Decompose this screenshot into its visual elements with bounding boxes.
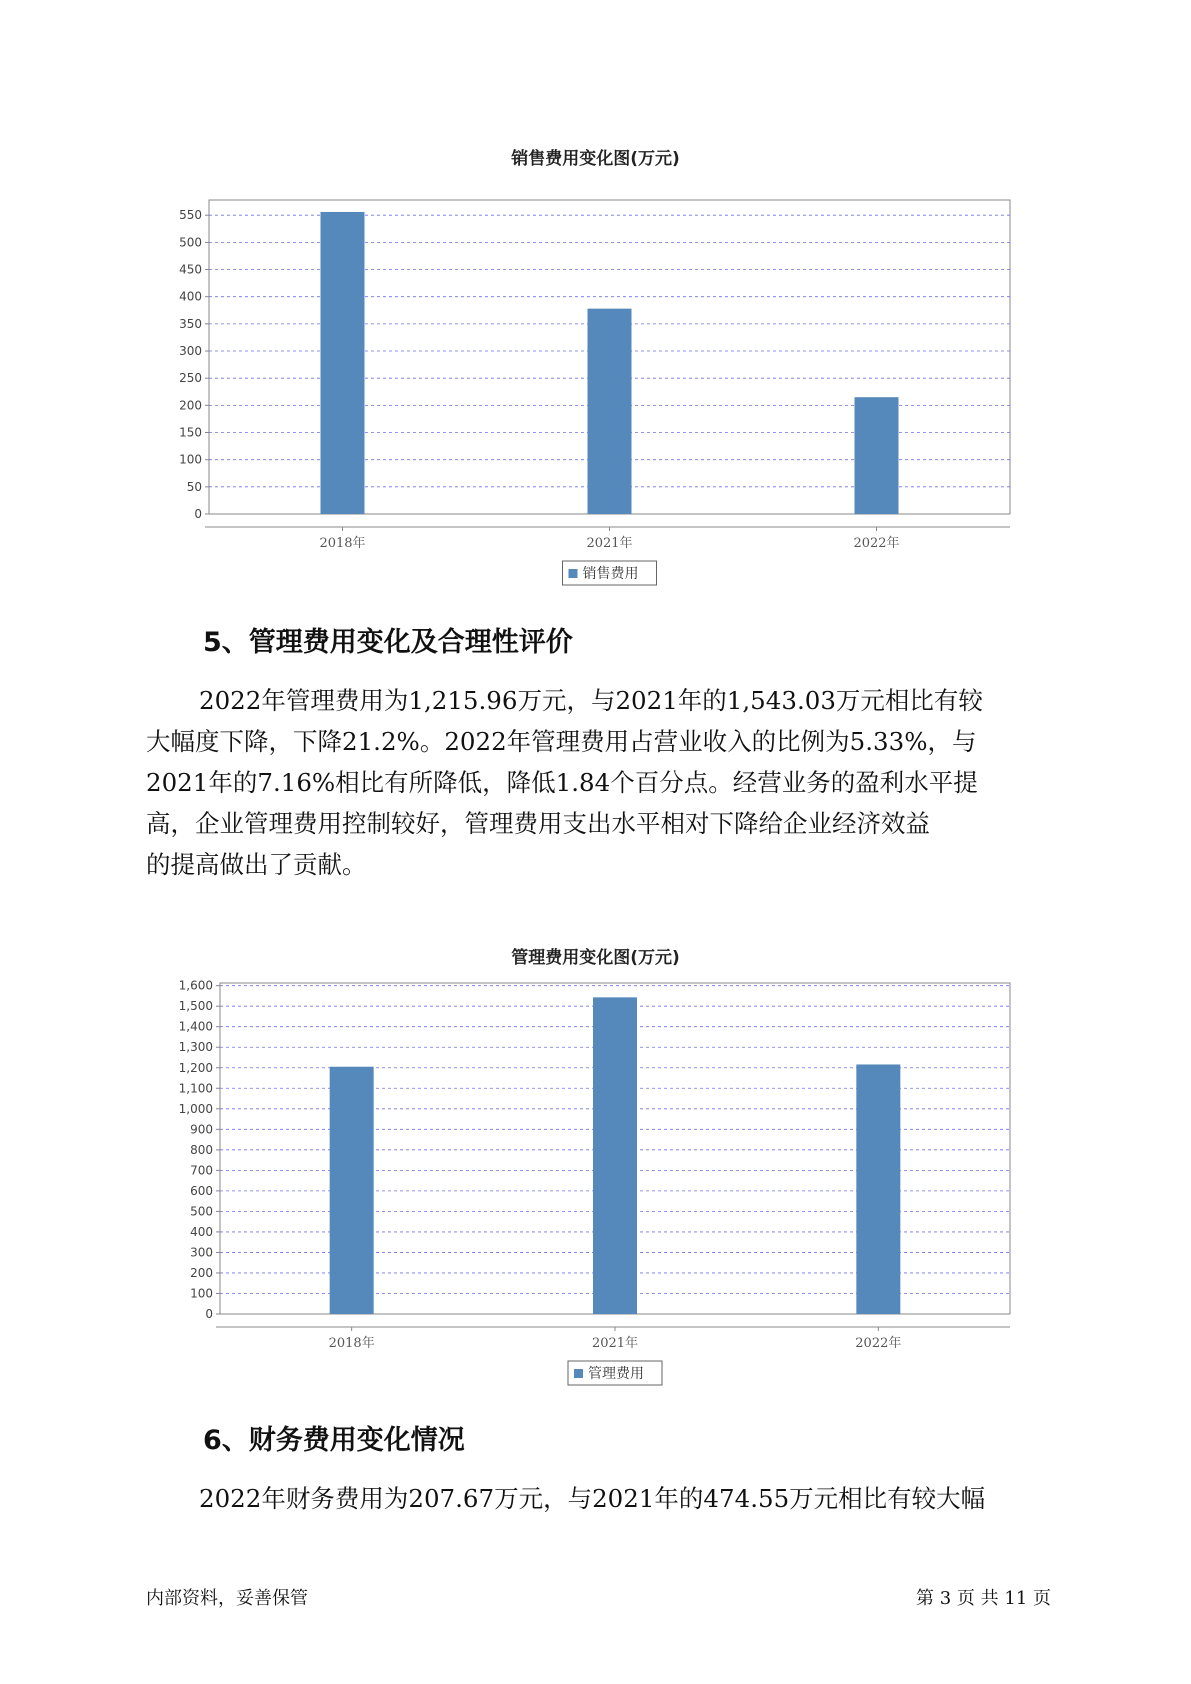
bar (856, 1064, 900, 1314)
bar (855, 397, 899, 514)
section6-heading: 6、财务费用变化情况 (203, 1425, 465, 1456)
y-tick-label: 1,600 (178, 978, 213, 993)
paragraph-line: 大幅度下降，下降21.2%。2022年管理费用占营业收入的比例为5.33%，与 (146, 727, 977, 756)
y-tick-label: 1,400 (178, 1019, 213, 1034)
y-tick-label: 550 (179, 208, 202, 223)
bar (330, 1067, 374, 1314)
y-tick-label: 250 (179, 371, 202, 386)
paragraph-line: 的提高做出了贡献。 (146, 850, 367, 879)
y-tick-label: 500 (190, 1204, 213, 1219)
y-tick-label: 0 (194, 507, 202, 521)
y-tick-label: 450 (179, 262, 202, 277)
legend-label: 管理费用 (588, 1366, 644, 1382)
x-tick-label: 2022年 (853, 536, 900, 551)
legend-swatch (569, 569, 578, 578)
legend-label: 销售费用 (582, 566, 639, 582)
bar (593, 997, 637, 1314)
bar (321, 212, 365, 514)
chart1-title: 销售费用变化图(万元) (511, 149, 680, 169)
y-tick-label: 0 (205, 1307, 213, 1321)
y-tick-label: 400 (179, 289, 202, 304)
paragraph-line: 高，企业管理费用控制较好，管理费用支出水平相对下降给企业经济效益 (146, 809, 930, 838)
x-tick-label: 2018年 (319, 536, 366, 551)
y-tick-label: 200 (190, 1265, 213, 1280)
y-tick-label: 800 (190, 1142, 213, 1157)
y-tick-label: 1,200 (178, 1060, 213, 1075)
x-tick-label: 2021年 (591, 1336, 639, 1351)
y-tick-label: 150 (179, 425, 202, 440)
y-tick-label: 600 (190, 1183, 213, 1198)
y-tick-label: 300 (190, 1245, 213, 1260)
y-tick-label: 300 (179, 344, 202, 359)
footer-confidential-note: 内部资料，妥善保管 (146, 1588, 308, 1609)
chart2-management-expense (0, 975, 1191, 1395)
paragraph-line: 2022年管理费用为1,215.96万元，与2021年的1,543.03万元相比有较 (199, 686, 983, 715)
y-tick-label: 1,000 (178, 1101, 213, 1116)
x-tick-label: 2018年 (328, 1336, 375, 1351)
y-tick-label: 900 (190, 1122, 213, 1137)
paragraph-line: 2022年财务费用为207.67万元，与2021年的474.55万元相比有较大幅 (199, 1484, 986, 1513)
chart1-sales-expense (0, 175, 1191, 595)
y-tick-label: 1,500 (178, 999, 213, 1014)
y-tick-label: 500 (179, 235, 202, 250)
bar (588, 309, 632, 514)
y-tick-label: 200 (179, 398, 202, 413)
y-tick-label: 1,300 (178, 1040, 213, 1055)
chart2-title: 管理费用变化图(万元) (511, 948, 680, 968)
y-tick-label: 50 (186, 479, 202, 494)
legend-swatch (574, 1369, 583, 1378)
y-tick-label: 400 (190, 1224, 213, 1239)
section5-heading: 5、管理费用变化及合理性评价 (203, 627, 573, 658)
section5-paragraph (146, 680, 1046, 885)
y-tick-label: 350 (179, 316, 202, 331)
paragraph-line: 2021年的7.16%相比有所降低，降低1.84个百分点。经营业务的盈利水平提 (146, 768, 978, 797)
y-tick-label: 1,100 (178, 1081, 213, 1096)
x-tick-label: 2022年 (855, 1336, 902, 1351)
y-tick-label: 100 (190, 1286, 213, 1301)
x-tick-label: 2021年 (586, 536, 633, 551)
y-tick-label: 700 (190, 1163, 213, 1178)
section6-paragraph (146, 1478, 1046, 1519)
footer-page-number: 第 3 页 共 11 页 (916, 1588, 1051, 1609)
y-tick-label: 100 (179, 452, 202, 467)
